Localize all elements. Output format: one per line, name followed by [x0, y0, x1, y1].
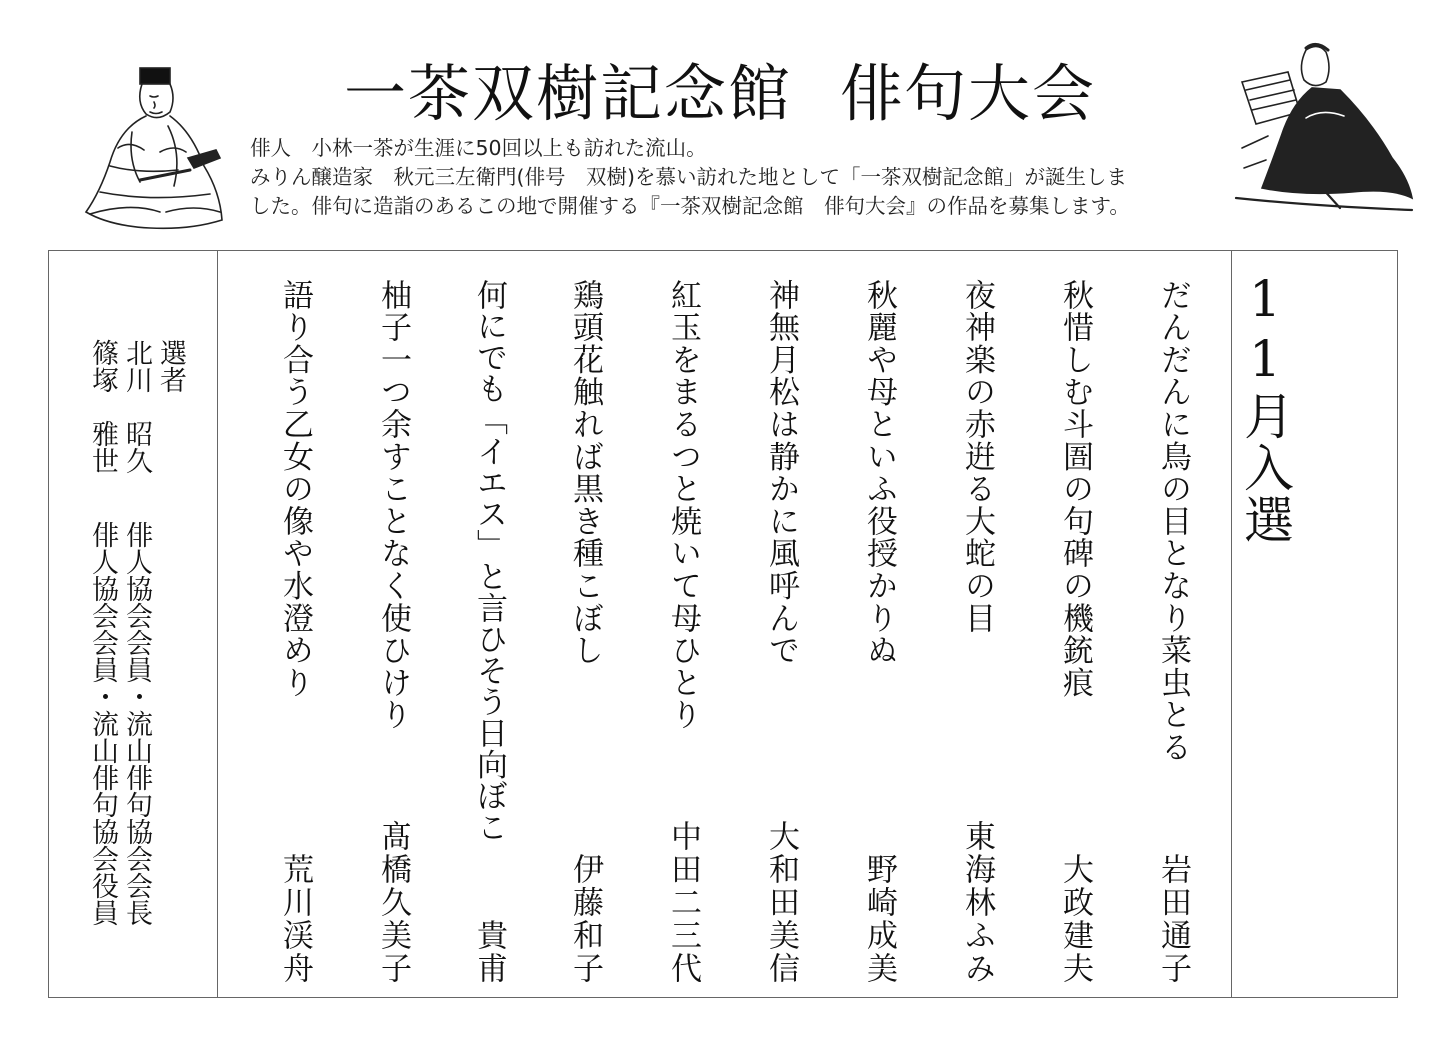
page-title	[300, 44, 1140, 133]
divider	[1231, 251, 1232, 997]
haiku-text: 柚子一つ余すことなく使ひけり	[375, 279, 411, 732]
month-label: 11月入選	[1236, 270, 1294, 546]
haiku-author: 野崎成美	[861, 853, 897, 985]
haiku-text: 秋麗や母といふ役授かりぬ	[861, 279, 897, 667]
judge-title: 俳人協会会員・流山俳句協会会長	[121, 521, 152, 926]
title-event: 俳句大会	[840, 57, 1097, 130]
haiku-author: 伊藤和子	[567, 853, 603, 985]
haiku-text: 鶏頭花触れば黒き種こぼし	[567, 279, 603, 667]
judges-panel	[85, 339, 187, 939]
haiku-text: 夜神楽の赤逬る大蛇の目	[959, 279, 995, 635]
intro-text	[250, 134, 1220, 221]
haiku-board	[48, 250, 1398, 998]
haiku-author: 大和田美信	[763, 820, 799, 985]
haiku-author: 荒川渓舟	[277, 853, 313, 985]
issa-portrait-icon	[70, 62, 230, 234]
haiku-author: 東海林ふみ	[959, 820, 995, 985]
intro-line: みりん醸造家 秋元三左衛門(俳号 双樹)を慕い訪れた地として「一茶双樹記念館」が誕生しま	[250, 165, 1127, 189]
judge-name: 篠塚 雅世	[87, 339, 118, 474]
judges-heading: 選者	[155, 339, 186, 393]
haiku-text: 秋惜しむ斗圄の句碑の機銃痕	[1057, 279, 1093, 699]
intro-line: した。俳句に造詣のあるこの地で開催する『一茶双樹記念館 俳句大会』の作品を募集します。	[250, 194, 1130, 218]
haiku-text: 神無月松は静かに風呼んで	[763, 279, 799, 667]
judge-name: 北川 昭久	[121, 339, 152, 474]
haiku-text: だんだんに鳥の目となり菜虫とる	[1155, 279, 1191, 764]
reader-portrait-icon	[1222, 38, 1418, 214]
judge-entry	[85, 339, 119, 939]
judge-title: 俳人協会会員・流山俳句協会役員	[87, 521, 118, 926]
haiku-text: 紅玉をまるつと焼いて母ひとり	[665, 279, 701, 732]
haiku-author: 大政建夫	[1057, 853, 1093, 985]
haiku-text: 何にでも「イエス」と言ひそう日向ぼこ	[471, 279, 507, 843]
haiku-author: 貴甫	[471, 919, 507, 985]
haiku-text: 語り合う乙女の像や水澄めり	[277, 279, 313, 699]
haiku-author: 中田二三代	[665, 820, 701, 985]
divider	[217, 251, 218, 997]
intro-line: 俳人 小林一茶が生涯に50回以上も訪れた流山。	[250, 136, 707, 160]
haiku-author: 岩田通子	[1155, 853, 1191, 985]
title-museum: 一茶双樹記念館	[343, 57, 792, 130]
haiku-author: 髙橋久美子	[375, 820, 411, 985]
judge-entry	[119, 339, 153, 939]
